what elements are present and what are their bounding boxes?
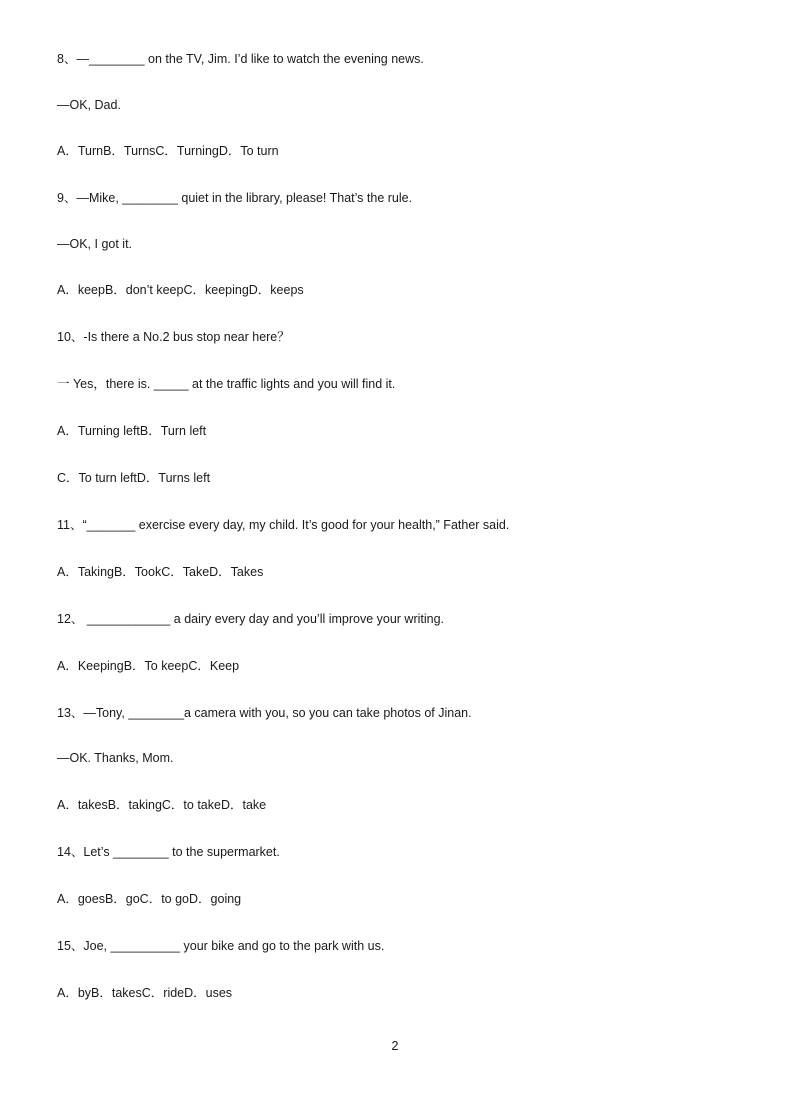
question-13-options: A．takesB．takingC．to takeD．take	[57, 798, 267, 812]
question-14-prompt: 14、Let’s ________ to the supermarket.	[57, 845, 280, 859]
question-13-prompt: 13、—Tony, ________a camera with you, so you can take photos of Jinan.	[57, 706, 472, 720]
question-10-prompt: 10、-Is there a No.2 bus stop near here？	[57, 330, 290, 344]
question-8-options: A．TurnB．TurnsC．TurningD．To turn	[57, 144, 279, 158]
question-15-options: A．byB．takesC．rideD．uses	[57, 986, 233, 1000]
question-12-options: A．KeepingB．To keepC．Keep	[57, 659, 240, 673]
question-13-response: —OK. Thanks, Mom.	[57, 751, 174, 765]
question-10-options-c-d: C．To turn leftD．Turns left	[57, 471, 211, 485]
question-11-prompt: 11、“_______ exercise every day, my child. It’s good for your health,” Father said.	[57, 518, 510, 532]
question-8-response: —OK, Dad.	[57, 98, 121, 112]
question-10-options-a-b: A．Turning leftB．Turn left	[57, 424, 207, 438]
question-11-options: A．TakingB．TookC．TakeD．Takes	[57, 565, 264, 579]
page-number: 2	[391, 1039, 399, 1053]
question-12-prompt: 12、 ____________ a dairy every day and you’ll improve your writing.	[57, 612, 445, 626]
question-9-options: A．keepB．don’t keepC．keepingD．keeps	[57, 283, 304, 297]
question-14-options: A．goesB．goC．to goD．going	[57, 892, 242, 906]
question-8-prompt: 8、—________ on the TV, Jim. I’d like to watch the evening news.	[57, 52, 424, 66]
question-10-response: 一 Yes，there is. _____ at the traffic lights and you will find it.	[57, 377, 396, 391]
question-9-prompt: 9、—Mike, ________ quiet in the library, please! That’s the rule.	[57, 191, 413, 205]
question-9-response: —OK, I got it.	[57, 237, 133, 251]
question-15-prompt: 15、Joe, __________ your bike and go to the park with us.	[57, 939, 385, 953]
